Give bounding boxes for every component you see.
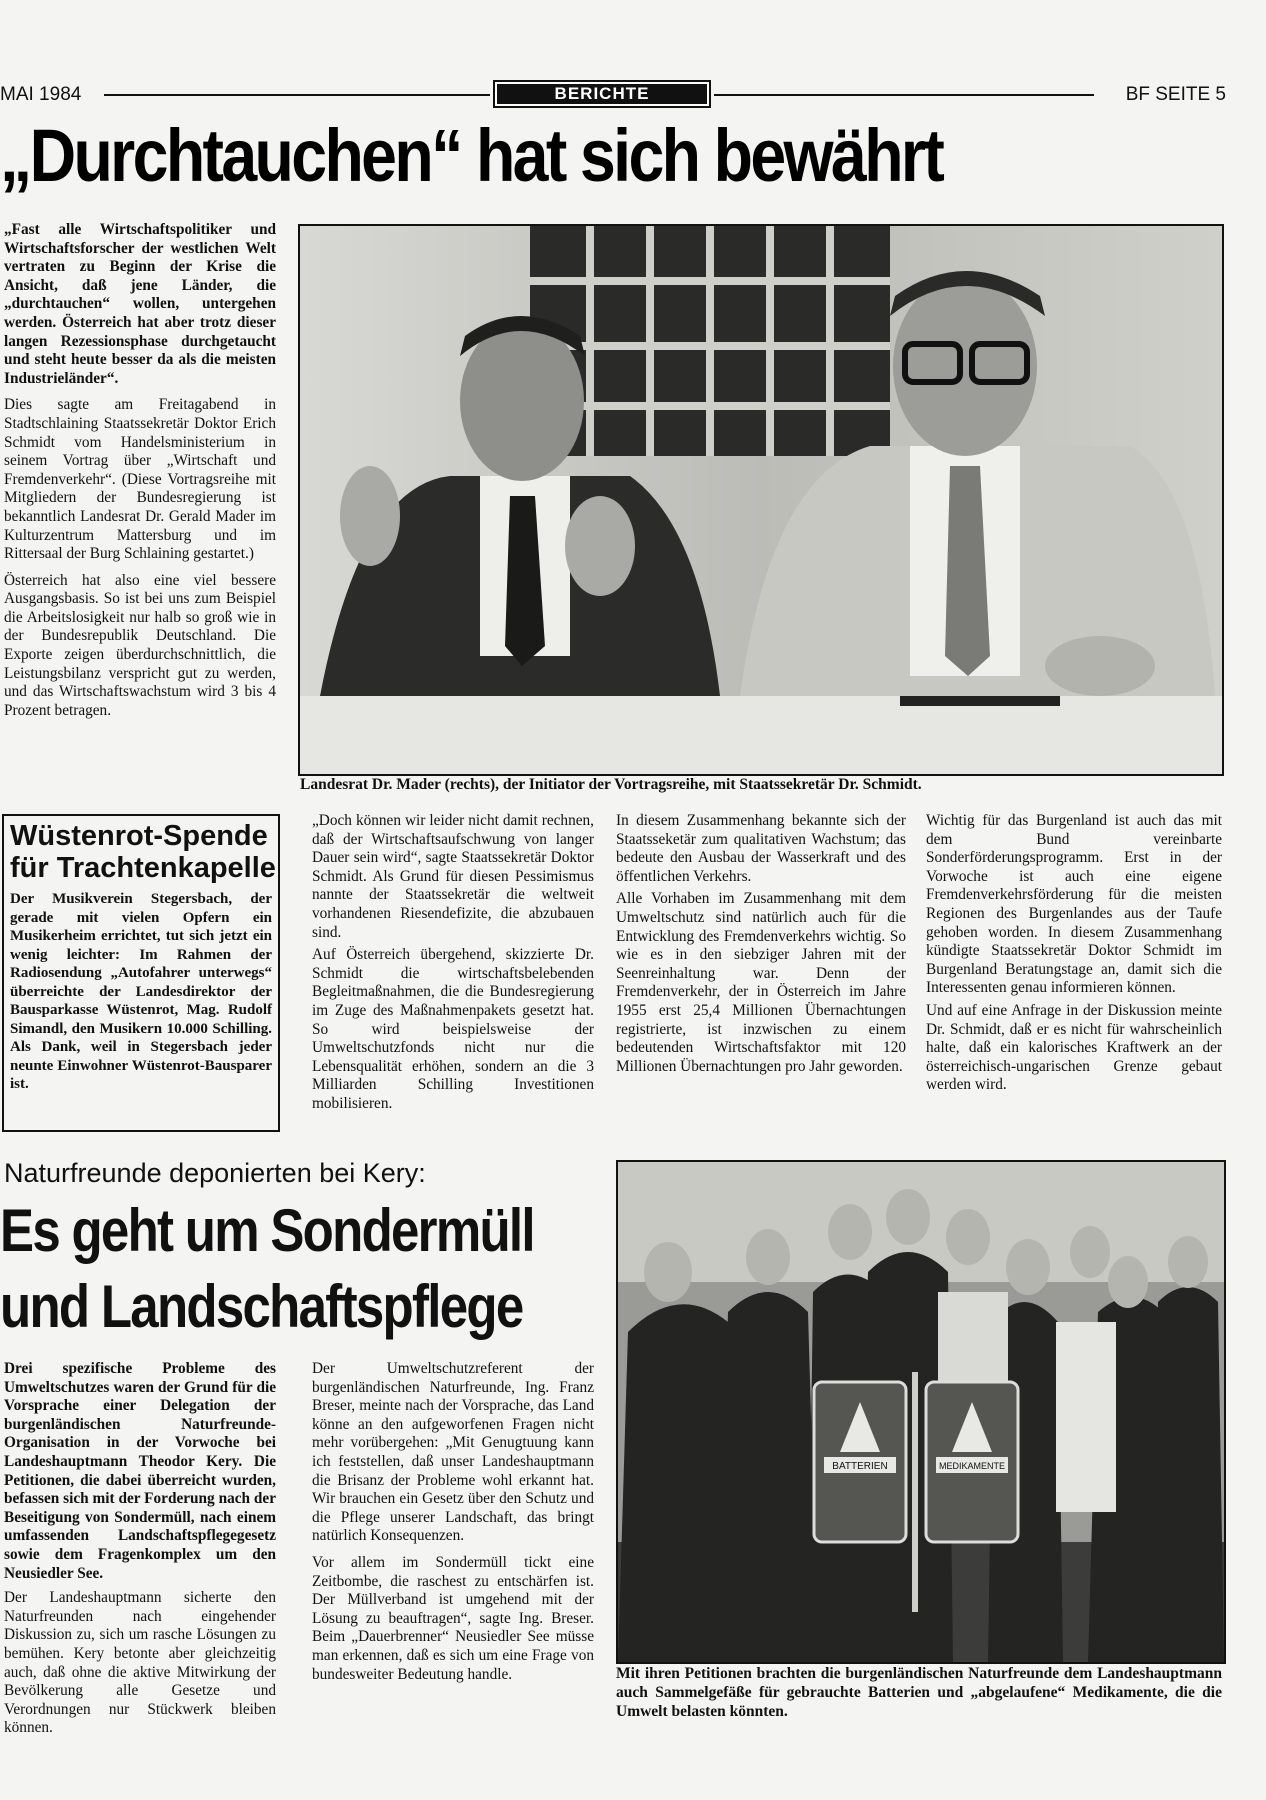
article1-column-4-paragraph-1: Wichtig für das Burgenland ist auch das mit dem Bund vereinbarte Sonderförderungsprogramm. Erst in der Vorwoche ist auch eine eigene Fremdenverkehrsförderung für die meisten Regionen des Burgenlandes aus der Taufe gehoben worden. In diesem Zusammenhang kündigte Staatssekretär Doktor Schmidt im Burgenland Beratungstage an, damit sich die Interessenten genau informieren können. bbox=[926, 812, 1222, 997]
article1-column-3-paragraph-2: Alle Vorhaben im Zusammenhang mit dem Umweltschutz sind natürlich auch für die Entwicklung des Fremdenverkehrs wichtig. So wie es in den siebziger Jahren mit der Seenreinhaltung war. Denn der Fremdenverkehr, der in Österreich im Jahre 1955 erst 25,4 Millionen Übernachtungen registrierte, ist inzwischen zu einem bedeutenden Wirtschaftsfaktor mit 120 Millionen Übernachtungen pro Jahr geworden. bbox=[616, 890, 906, 1075]
article2-column-2 bbox=[312, 1360, 594, 1688]
article1-column-4 bbox=[926, 812, 1222, 1099]
article2-left-column bbox=[4, 1360, 276, 1742]
article1-column-3 bbox=[616, 812, 906, 1080]
article1-column-2-paragraph-2: Auf Österreich übergehend, skizzierte Dr. Schmidt die wirtschaftsbelebenden Begleitmaßnahmen, die die Bundesregierung im Zuge des Maßnahmenpakets gesetzt hat. So wird beispielsweise der Umweltschutzfonds nicht nur die Lebensqualität erhöhen, sondern an die 3 Milliarden Schilling Investitionen mobilisieren. bbox=[312, 946, 594, 1112]
photo-mader-schmidt-image bbox=[300, 226, 1222, 774]
article1-column-3-paragraph-1: In diesem Zusammenhang bekannte sich der Staatsseketär zum qualitativen Wachstum; das bedeute den Ausbau der Wasserkraft und des öffentlichen Verkehrs. bbox=[616, 812, 906, 885]
page-header bbox=[0, 80, 1226, 110]
wuestenrot-title-line1: Wüstenrot-Spende bbox=[10, 820, 268, 852]
article2-paragraph-2: Der Landeshauptmann sicherte den Naturfreunden nach eingehender Diskussion zu, sich um rasche Lösungen zu bemühen. Kery betonte aber gleichzeitig auch, daß ohne die aktive Mitwirkung der Bevölkerung alle Gesetze und Verordnungen nur Stückwerk bleiben können. bbox=[4, 1589, 276, 1737]
header-rule-right bbox=[714, 94, 1094, 96]
photo-mader-schmidt-caption: Landesrat Dr. Mader (rechts), der Initiator der Vortragsreihe, mit Staatssekretär Dr. Schmidt. bbox=[300, 776, 922, 793]
article2-kicker: Naturfreunde deponierten bei Kery: bbox=[4, 1158, 426, 1188]
article2-lead: Drei spezifische Probleme des Umweltschutzes waren der Grund für die Vorsprache einer Delegation der burgenländischen Naturfreunde-Organisation in der Vorwoche bei Landeshauptmann Theodor Kery. Die Petitionen, die dabei überreicht wurden, befassen sich mit der Forderung nach der Beseitigung von Sondermüll, nach einem umfassenden Landschaftspflegegesetz sowie dem Fragenkomplex um den Neusiedler See. bbox=[4, 1360, 276, 1582]
article2-column-2-paragraph-1: Der Umweltschutzreferent der burgenländischen Naturfreunde, Ing. Franz Breser, meinte nach der Vorsprache, das Land könne an den aufgeworfenen Fragen nicht mehr vorübergehen: „Mit Genugtuung kann ich feststellen, daß unser Landeshauptmann die Brisanz der Probleme wohl erkannt hat. Wir brauchen ein Gesetz über den Schutz und die Pflege unserer Landschaft, das bringt natürlich Konsequenzen. bbox=[312, 1360, 594, 1545]
header-rule-left bbox=[104, 94, 490, 96]
article1-left-column bbox=[4, 221, 276, 724]
photo-naturfreunde-caption: Mit ihren Petitionen brachten die burgenländischen Naturfreunde dem Landeshauptmann auch Sammelgefäße für gebrauchte Batterien und „abgelaufene“ Medikamente, die die Umwelt belasten könnten. bbox=[616, 1665, 1222, 1720]
article1-paragraph-1: Dies sagte am Freitagabend in Stadtschlaining Staatssekretär Doktor Erich Schmidt vom Handelsministerium in seinem Vortrag über „Wirtschaft und Fremdenverkehr“. (Diese Vortragsreihe mit Mitgliedern der Bundesregierung ist bekanntlich Landesrat Dr. Gerald Mader im Kulturzentrum Mattersburg und im Rittersaal der Burg Schlaining gestartet.) bbox=[4, 396, 276, 563]
article1-column-4-paragraph-2: Und auf eine Anfrage in der Diskussion meinte Dr. Schmidt, daß er es nicht für wahrscheinlich halte, daß ein kalorisches Kraftwerk an der österreichisch-ungarischen Grenze gebaut werden wird. bbox=[926, 1001, 1222, 1094]
article1-lead: „Fast alle Wirtschaftspolitiker und Wirtschaftsforscher der westlichen Welt vertraten zu Beginn der Krise die Ansicht, daß jene Länder, die „durchtauchen“ wollen, untergehen werden. Österreich hat aber trotz dieser langen Rezessionsphase durchgetaucht und steht heute besser da als die meisten Industrieländer“. bbox=[4, 221, 276, 387]
article2-headline-line2: und Landschaftspflege bbox=[0, 1273, 523, 1340]
article1-column-2 bbox=[312, 812, 594, 1118]
article1-column-2-paragraph-1: „Doch können wir leider nicht damit rechnen, daß der Wirtschaftsaufschwung von langer Dauer sein wird“, sagte Staatssekretär Doktor Schmidt. Als Grund für diesen Pessimismus nannte der Staatssekretär die weltweit vorhandenen Riesendefizite, die abzubauen sind. bbox=[312, 812, 594, 941]
issue-date: MAI 1984 bbox=[0, 84, 82, 105]
article2-headline-line1: Es geht um Sondermüll bbox=[0, 1197, 534, 1264]
article1-headline: „Durchtauchen“ hat sich bewährt bbox=[0, 114, 943, 197]
container-label-medicine: MEDIKAMENTE bbox=[938, 1461, 1006, 1471]
wuestenrot-title-line2: für Trachtenkapelle bbox=[10, 852, 276, 884]
page-number: BF SEITE 5 bbox=[1125, 84, 1226, 105]
wuestenrot-text: Der Musikverein Stegersbach, der gerade mit vielen Opfern ein Musikerheim errichtet, tut sich jetzt ein wenig leichter: Im Rahmen der Radiosendung „Autofahrer unterwegs“ überreichte der Landesdirektor der Bausparkasse Wüstenrot, Mag. Rudolf Simandl, den Musikern 10.000 Schilling. Als Dank, weil in Stegersbach jeder neunte Einwohner Wüstenrot-Bausparer ist. bbox=[10, 891, 272, 1092]
photo-naturfreunde-delegation-image bbox=[618, 1162, 1224, 1662]
article2-column-2-paragraph-2: Vor allem im Sondermüll tickt eine Zeitbombe, die raschest zu entschärfen ist. Der Müllverband ist umgehend mit der Lösung zu beauftragen“, sagte Ing. Breser. Beim „Dauerbrenner“ Neusiedler See müsse man erkennen, daß es sich um eine Frage von bundesweiter Bedeutung handle. bbox=[312, 1553, 594, 1683]
container-label-batteries: BATTERIEN bbox=[832, 1461, 888, 1472]
section-badge bbox=[493, 80, 711, 108]
wuestenrot-box bbox=[2, 814, 280, 1132]
section-label: BERICHTE bbox=[497, 84, 707, 104]
photo-naturfreunde-delegation bbox=[616, 1160, 1226, 1664]
photo-mader-schmidt bbox=[298, 224, 1224, 776]
article1-paragraph-2: Österreich hat also eine viel bessere Ausgangsbasis. So ist bei uns zum Beispiel die Arbeitslosigkeit nur halb so groß wie in der Bundesrepublik Deutschland. Die Exporte zeigen überdurchschnittlich, die Leistungsbilanz verspricht gut zu werden, und das Wirtschaftswachstum wird 3 bis 4 Prozent betragen. bbox=[4, 571, 276, 719]
